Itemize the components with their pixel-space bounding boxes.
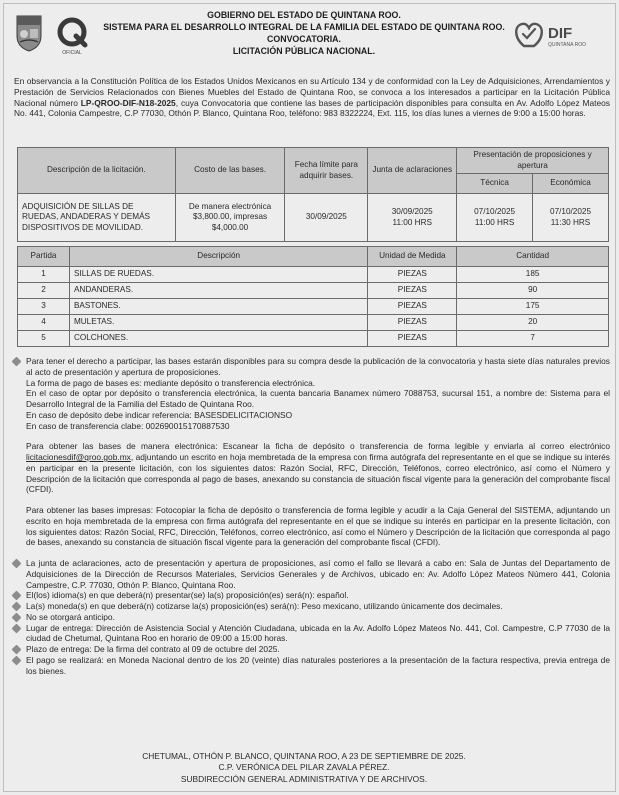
licitacion-number: LP-QROO-DIF-N18-2025 bbox=[80, 97, 176, 108]
electronic-text-2: , adjuntando un escrito en hoja membretada de la empresa con firma autógrafa del representante en el que se indique su interés en participar en la presente licitación, con los siguientes datos: Razón Social, RFC, Dirección, Teléfonos, correo electrónico, así como el Número y Descripción de la licitación que corresponda al pago de bases, anexando su constancia de situación fiscal vigente para la generación del comprobante fiscal (CFDI). bbox=[26, 452, 610, 495]
item-quantity: 90 bbox=[457, 283, 609, 299]
deposit-reference: En caso de depósito debe indicar referencia: BASESDELICITACIONSO bbox=[26, 409, 293, 420]
item-number: 3 bbox=[18, 299, 70, 315]
items-table bbox=[17, 246, 609, 347]
bullet-icon bbox=[12, 357, 22, 367]
item-unit: PIEZAS bbox=[368, 283, 457, 299]
bank-account: En el caso de optar por depósito o transferencia electrónica, la cuenta bancaria Banamex número 7088753, sucursal 151, a nombre de: Sistema para el Desarrollo Integral de la Familia del Estado de Quintana Roo. bbox=[26, 388, 610, 409]
technical-time: 11:00 HRS bbox=[474, 217, 515, 227]
item-unit: PIEZAS bbox=[368, 299, 457, 315]
payment-method: La forma de pago de bases es: mediante depósito o transferencia electrónica. bbox=[26, 377, 316, 388]
item-description: ANDANDERAS. bbox=[69, 283, 367, 299]
economic-date: 07/10/2025 bbox=[550, 207, 592, 216]
th-description: Descripción de la licitación. bbox=[18, 148, 176, 194]
item-quantity: 20 bbox=[457, 315, 609, 331]
title-licitacion: LICITACIÓN PÚBLICA NACIONAL. bbox=[232, 45, 376, 56]
title-convocatoria: CONVOCATORIA. bbox=[267, 33, 341, 44]
item-description: BASTONES. bbox=[69, 299, 367, 315]
item-description: SILLAS DE RUEDAS. bbox=[69, 267, 367, 283]
meeting-time: 11:00 HRS bbox=[392, 217, 432, 227]
intro-text-1: En observancia a la Constitución Política de los Estados Unidos Mexicanos en su Artículo 134 y de conformidad con la Ley de Adquisiciones, Arrendamientos y Prestación de Servicios Relacionados con Bienes Muebles del Estado de Quintana Roo, se convoca a los interesados a participar en la Licitación Pública Nacional número bbox=[14, 76, 610, 108]
cell-meeting bbox=[368, 194, 457, 242]
bullet-icon bbox=[12, 559, 22, 569]
q-logo-caption: OFICIAL bbox=[62, 50, 82, 56]
bullet-icon bbox=[12, 623, 22, 633]
th-meeting: Junta de aclaraciones bbox=[368, 148, 457, 194]
electronic-bases-paragraph bbox=[26, 441, 610, 495]
bullet-delivery-place: Lugar de entrega: Dirección de Asistencia Social y Atención Ciudadana, ubicada en la Av. Adolfo López Mateos No. 441, Col. Campestre, C.P 77030 de la ciudad de Chetumal, Quintana Roo en horario de 09:00 a 15:00 horas. bbox=[26, 623, 610, 645]
footer-department: SUBDIRECCIÓN GENERAL ADMINISTRATIVA Y DE ARCHIVOS. bbox=[180, 773, 428, 784]
item-description: MULETAS. bbox=[69, 315, 367, 331]
cell-description: ADQUISICIÓN DE SILLAS DE RUEDAS, ANDADERAS Y DEMÁS DISPOSITIVOS DE MOVILIDAD. bbox=[18, 194, 176, 242]
meeting-date: 30/09/2025 bbox=[391, 207, 433, 216]
newspaper-notice bbox=[3, 3, 616, 792]
dif-logo-text: DIF bbox=[548, 25, 573, 42]
th-unit: Unidad de Medida bbox=[368, 247, 457, 267]
th-cost: Costo de las bases. bbox=[175, 148, 285, 194]
dif-logo-icon bbox=[512, 16, 586, 52]
bases-availability: Para tener el derecho a participar, las bases estarán disponibles para su compra desde la publicación de la convocatoria y hasta siete días naturales previos al acto de presentación y apertura de proposiciones. bbox=[26, 356, 610, 377]
technical-date: 07/10/2025 bbox=[474, 207, 516, 216]
item-description: COLCHONES. bbox=[69, 331, 367, 347]
table-row bbox=[18, 283, 609, 299]
th-item-description: Descripción bbox=[69, 247, 367, 267]
printed-bases-paragraph: Para obtener las bases impresas: Fotocopiar la ficha de depósito o transferencia de forma legible y acudir a la Caja General del SISTEMA, adjuntando un escrito en hoja membretada de la empresa con firma autógrafa del representante en el que se indique su interés en participar en la presente licitación, con los siguientes datos: Razón Social, RFC, Dirección, Teléfonos, correo electrónico, así como el Número y Descripción de la licitación que corresponda al pago de bases, anexando su constancia de situación fiscal vigente para la generación del comprobante fiscal (CFDI). bbox=[26, 505, 610, 548]
footer-place-date: CHETUMAL, OTHÓN P. BLANCO, QUINTANA ROO, A 23 DE SEPTIEMBRE DE 2025. bbox=[142, 751, 466, 761]
bullet-meeting-location: La junta de aclaraciones, acto de presentación y apertura de proposiciones, así como el fallo se llevará a cabo en: Sala de Juntas del Departamento de Adquisiciones de la Dirección de Recursos Materiales, Servicios Generales y de Archivos, ubicado en: Av. Adolfo López Mateos Número 441, Colonia Campestre, C.P. 77030, Othón P. Blanco, Quintana Roo. bbox=[26, 558, 610, 590]
item-unit: PIEZAS bbox=[368, 267, 457, 283]
body-text bbox=[26, 356, 610, 676]
cell-economic bbox=[533, 194, 609, 242]
item-number: 2 bbox=[18, 283, 70, 299]
licitacion-table bbox=[17, 147, 609, 242]
header bbox=[4, 4, 617, 82]
bullet-icon bbox=[12, 602, 22, 612]
th-deadline: Fecha límite para adquirir bases. bbox=[285, 148, 368, 194]
table-row bbox=[18, 194, 609, 242]
table-row bbox=[18, 315, 609, 331]
cell-technical bbox=[457, 194, 533, 242]
footer bbox=[94, 751, 514, 785]
th-presentation: Presentación de proposiciones y apertura bbox=[457, 148, 609, 174]
bullet-icon bbox=[12, 655, 22, 665]
item-unit: PIEZAS bbox=[368, 315, 457, 331]
government-logos bbox=[14, 14, 92, 54]
bullet-payment: El pago se realizará: en Moneda Nacional dentro de los 20 (veinte) días naturales posteriores a la presentación de la factura respectiva, previa entrega de los bienes. bbox=[26, 655, 610, 677]
table-row bbox=[18, 331, 609, 347]
state-shield-icon bbox=[14, 14, 44, 52]
th-quantity: Cantidad bbox=[457, 247, 609, 267]
transfer-clabe: En caso de transferencia clabe: 002690015170887530 bbox=[26, 420, 230, 431]
bullet-icon bbox=[12, 612, 22, 622]
table-row bbox=[18, 267, 609, 283]
item-unit: PIEZAS bbox=[368, 331, 457, 347]
intro-paragraph bbox=[14, 76, 610, 119]
bullet-bases-info bbox=[26, 356, 610, 431]
dif-logo-caption: QUINTANA ROO bbox=[548, 42, 586, 48]
bullet-icon bbox=[12, 591, 22, 601]
item-quantity: 175 bbox=[457, 299, 609, 315]
th-technical: Técnica bbox=[457, 174, 533, 194]
intro-text-2: , cuya Convocatoria que contiene las bases de participación disponibles para consulta en Av. Adolfo López Mateos No. 441, Colonia Campestre, C.P 77030, Othón P. Blanco, Quintana Roo, teléfono: 983 8322224, Ext. 115, los días lunes a viernes de 9:00 a 15:00 horas. bbox=[14, 97, 610, 119]
item-number: 1 bbox=[18, 267, 70, 283]
bullet-icon bbox=[12, 645, 22, 655]
item-number: 5 bbox=[18, 331, 70, 347]
bullet-delivery-term: Plazo de entrega: De la firma del contrato al 09 de octubre del 2025. bbox=[26, 644, 610, 655]
table-row bbox=[18, 299, 609, 315]
bullet-currency: La(s) moneda(s) en que deberá(n) cotizarse la(s) proposición(es) será(n): Peso mexicano, utilizando únicamente dos decimales. bbox=[26, 601, 610, 612]
quintana-roo-q-logo-icon bbox=[52, 15, 92, 55]
bullet-language: El(los) idioma(s) en que deberá(n) presentar(se) la(s) proposición(es) será(n): español. bbox=[26, 590, 610, 601]
cell-deadline: 30/09/2025 bbox=[285, 194, 368, 242]
th-economic: Económica bbox=[533, 174, 609, 194]
bullet-advance: No se otorgará anticipo. bbox=[26, 612, 610, 623]
economic-time: 11:30 HRS bbox=[550, 217, 591, 227]
email-link[interactable]: licitacionesdif@qroo.gob.mx bbox=[26, 452, 131, 462]
item-number: 4 bbox=[18, 315, 70, 331]
title-block bbox=[94, 10, 514, 58]
item-quantity: 185 bbox=[457, 267, 609, 283]
cell-cost: De manera electrónica $3,800.00, impresas $4,000.00 bbox=[175, 194, 285, 242]
item-quantity: 7 bbox=[457, 331, 609, 347]
footer-signatory: C.P. VERÓNICA DEL PILAR ZAVALA PÉREZ. bbox=[218, 762, 390, 773]
electronic-text-1: Para obtener las bases de manera electrónica: Escanear la ficha de depósito o transferencia de forma legible y enviarla al correo electrónico bbox=[26, 441, 610, 452]
title-government: GOBIERNO DEL ESTADO DE QUINTANA ROO. bbox=[207, 10, 401, 20]
th-item: Partida bbox=[18, 247, 70, 267]
title-system: SISTEMA PARA EL DESARROLLO INTEGRAL DE LA FAMILIA DEL ESTADO DE QUINTANA ROO. bbox=[103, 21, 505, 32]
